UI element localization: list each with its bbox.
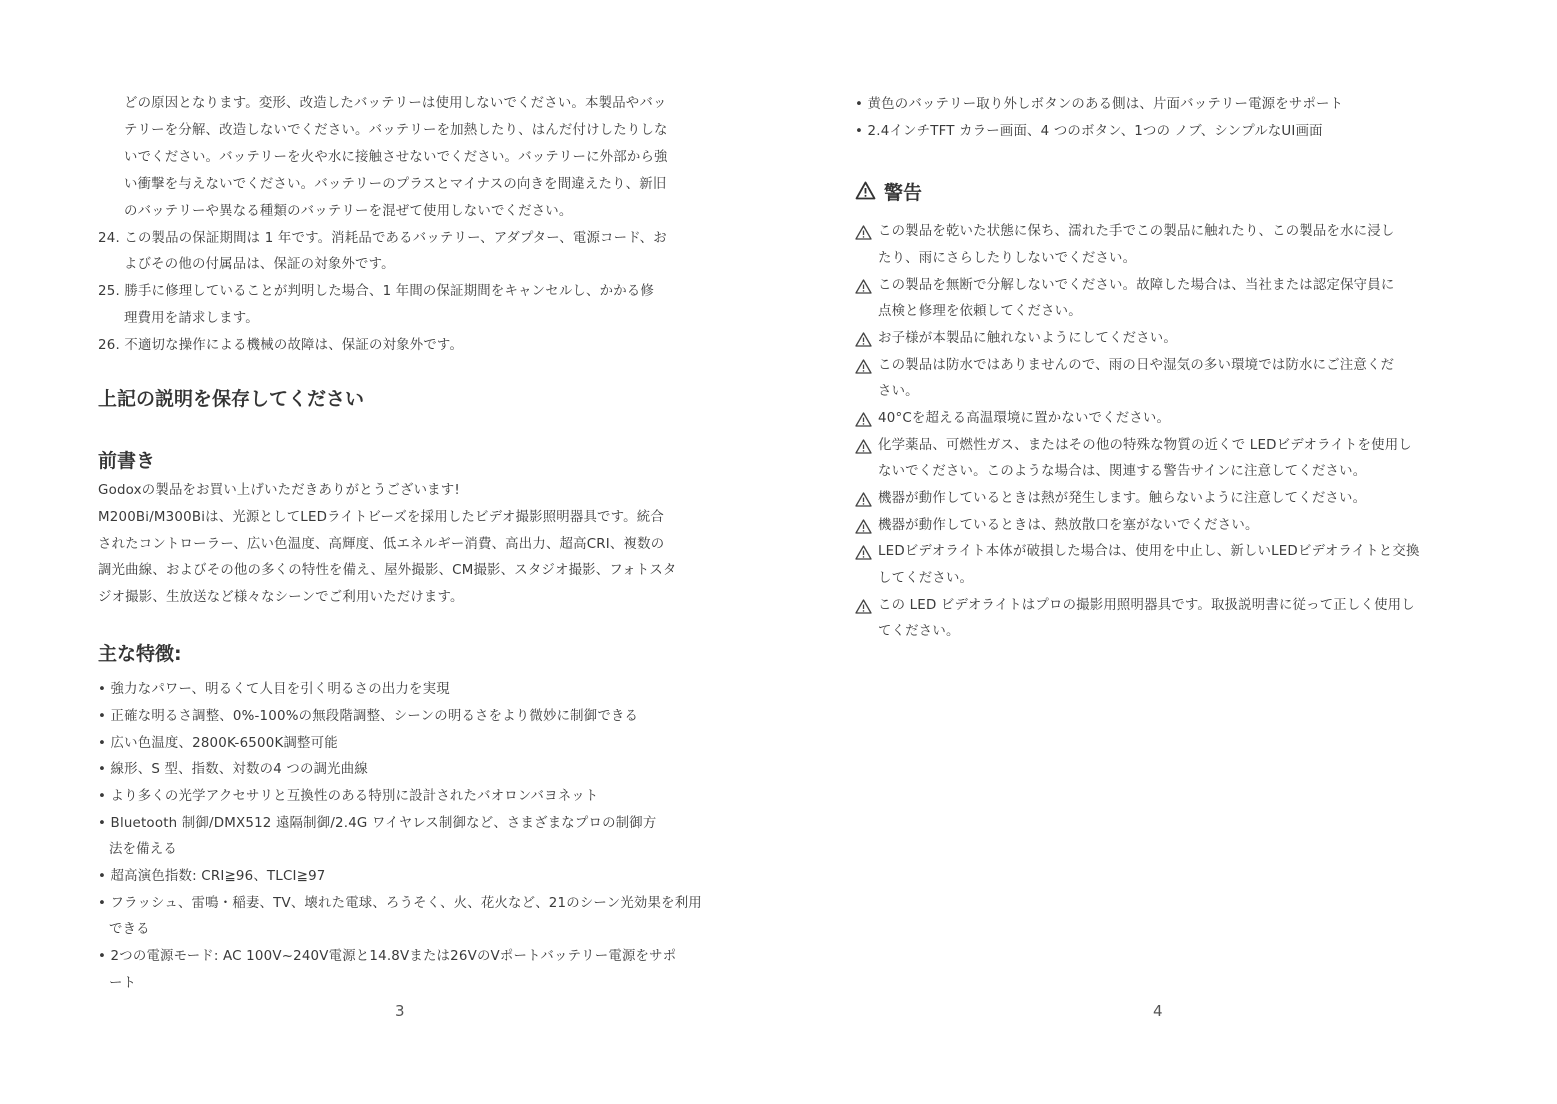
numbered-item-25-cont: 理費用を請求します。 <box>124 311 259 326</box>
feature-item: • 黄色のバッテリー取り外しボタンのある側は、片面バッテリー電源をサポート <box>855 97 1344 112</box>
feature-item: • 2.4インチTFT カラー画面、4 つのボタン、1つの ノブ、シンプルなUI画面 <box>855 124 1323 139</box>
warning-item: 40°Cを超える高温環境に置かないでください。 <box>878 411 1171 426</box>
warning-item-cont: ないでください。このような場合は、関連する警告サインに注意してください。 <box>878 464 1367 479</box>
feature-item: • Bluetooth 制御/DMX512 遠隔制御/2.4G ワイヤレス制御など、さまざまなプロの制御方 <box>98 816 657 831</box>
intro-line: いでください。バッテリーを火や水に接触させないでください。バッテリーに外部から強 <box>124 150 668 165</box>
preface-heading: 前書き <box>98 450 156 472</box>
feature-item: • 広い色温度、2800K-6500K調整可能 <box>98 736 338 751</box>
intro-line: い衝撃を与えないでください。バッテリーのプラスとマイナスの向きを間違えたり、新旧 <box>124 177 667 192</box>
preface-line: M200Bi/M300Biは、光源としてLEDライトビーズを採用したビデオ撮影照明器具です。統合 <box>98 510 664 525</box>
preface-line: されたコントローラー、広い色温度、高輝度、低エネルギー消費、高出力、超高CRI、複数の <box>98 537 665 552</box>
warning-item: この LED ビデオライトはプロの撮影用照明器具です。取扱説明書に従って正しく使用し <box>878 598 1415 613</box>
warning-item: 化学薬品、可燃性ガス、またはその他の特殊な物質の近くで LEDビデオライトを使用し <box>878 438 1412 453</box>
save-instructions-heading: 上記の説明を保存してください <box>98 388 365 410</box>
warning-triangle-icon <box>855 439 872 454</box>
feature-item-cont: ート <box>109 976 137 991</box>
warning-item: お子様が本製品に触れないようにしてください。 <box>878 331 1177 346</box>
warning-triangle-icon <box>855 545 872 560</box>
numbered-item-24-cont: よびその他の付属品は、保証の対象外です。 <box>124 257 395 272</box>
warning-item: この製品を乾いた状態に保ち、濡れた手でこの製品に触れたり、この製品を水に浸し <box>878 224 1395 239</box>
feature-item-cont: できる <box>109 922 150 937</box>
intro-line: どの原因となります。変形、改造したバッテリーは使用しないでください。本製品やバッ <box>124 96 667 111</box>
warning-item-cont: してください。 <box>878 571 974 586</box>
intro-line: テリーを分解、改造しないでください。バッテリーを加熱したり、はんだ付けしたりしな <box>124 123 668 138</box>
warning-triangle-icon <box>855 359 872 374</box>
warning-item: 機器が動作しているときは熱が発生します。触らないように注意してください。 <box>878 491 1367 506</box>
feature-item: • 2つの電源モード: AC 100V~240V電源と14.8Vまたは26VのVポートバッテリー電源をサポ <box>98 949 677 964</box>
feature-item: • より多くの光学アクセサリと互換性のある特別に設計されたバオロンバヨネット <box>98 789 599 804</box>
numbered-item-24: 24. この製品の保証期間は 1 年です。消耗品であるバッテリー、アダプター、電源コード、お <box>98 231 667 246</box>
feature-item: • 超高演色指数: CRI≧96、TLCI≧97 <box>98 869 326 884</box>
warning-triangle-icon <box>855 412 872 427</box>
warning-item: LEDビデオライト本体が破損した場合は、使用を中止し、新しいLEDビデオライトと交換 <box>878 544 1420 559</box>
warning-item: この製品を無断で分解しないでください。故障した場合は、当社または認定保守員に <box>878 278 1395 293</box>
warning-item-cont: てください。 <box>878 624 960 639</box>
right-page <box>778 0 1557 1104</box>
warning-item-cont: 点検と修理を依頼してください。 <box>878 304 1082 319</box>
feature-item: • フラッシュ、雷鳴・稲妻、TV、壊れた電球、ろうそく、火、花火など、21のシーン光効果を利用 <box>98 896 702 911</box>
page-number: 4 <box>1153 1002 1163 1020</box>
warning-triangle-icon <box>855 332 872 347</box>
warning-triangle-icon <box>855 225 872 240</box>
preface-line: Godoxの製品をお買い上げいただきありがとうございます! <box>98 483 460 498</box>
warning-item: 機器が動作しているときは、熱放散口を塞がないでください。 <box>878 518 1259 533</box>
preface-line: 調光曲線、およびその他の多くの特性を備え、屋外撮影、CM撮影、スタジオ撮影、フォトスタ <box>98 563 677 578</box>
preface-line: ジオ撮影、生放送など様々なシーンでご利用いただけます。 <box>98 590 464 605</box>
warning-triangle-icon <box>855 599 872 614</box>
features-heading: 主な特徴: <box>98 643 182 665</box>
feature-item: • 正確な明るさ調整、0%-100%の無段階調整、シーンの明るさをより微妙に制御できる <box>98 709 639 724</box>
warning-triangle-icon <box>855 279 872 294</box>
warning-item-cont: たり、雨にさらしたりしないでください。 <box>878 251 1137 266</box>
feature-item-cont: 法を備える <box>109 842 177 857</box>
feature-item: • 線形、S 型、指数、対数の4 つの調光曲線 <box>98 762 368 777</box>
warning-triangle-icon <box>855 181 876 200</box>
page-number: 3 <box>395 1002 405 1020</box>
warning-item: この製品は防水ではありませんので、雨の日や湿気の多い環境では防水にご注意くだ <box>878 358 1395 373</box>
intro-line: のバッテリーや異なる種類のバッテリーを混ぜて使用しないでください。 <box>124 204 573 219</box>
feature-item: • 強力なパワー、明るくて人目を引く明るさの出力を実現 <box>98 682 450 697</box>
numbered-item-25: 25. 勝手に修理していることが判明した場合、1 年間の保証期間をキャンセルし、かかる修 <box>98 284 654 299</box>
warning-triangle-icon <box>855 492 872 507</box>
warning-triangle-icon <box>855 519 872 534</box>
warning-heading: 警告 <box>884 182 923 204</box>
left-page <box>0 0 778 1104</box>
numbered-item-26: 26. 不適切な操作による機械の故障は、保証の対象外です。 <box>98 338 464 353</box>
warning-item-cont: さい。 <box>878 384 919 399</box>
